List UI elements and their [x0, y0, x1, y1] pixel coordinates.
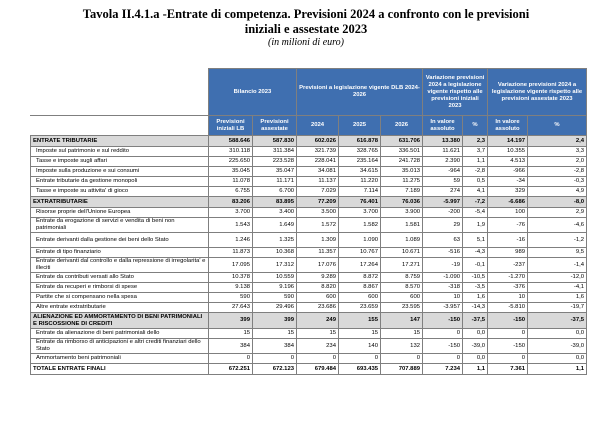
row-label: Risorse proprie dell'Unione Europea — [31, 208, 209, 218]
row-value: -34 — [488, 177, 528, 187]
row-value: 15 — [381, 329, 423, 339]
header-2024: 2024 — [297, 116, 339, 136]
table-row-total — [31, 313, 587, 329]
row-label: ENTRATE TRIBUTARIE — [31, 136, 209, 147]
row-value: 17.264 — [339, 258, 381, 273]
row-value: 0 — [253, 354, 297, 364]
row-value: 234 — [297, 339, 339, 354]
row-value: 672.251 — [209, 364, 253, 375]
table-row — [31, 233, 587, 248]
row-value: 7.189 — [381, 187, 423, 197]
row-value: 600 — [381, 293, 423, 303]
row-value: -150 — [488, 339, 528, 354]
header-pct-iniziali: % — [463, 116, 488, 136]
row-value: -4,3 — [463, 248, 488, 258]
row-value: -39,0 — [463, 339, 488, 354]
row-value: 17.095 — [209, 258, 253, 273]
table-row — [31, 258, 587, 273]
row-value: 310.118 — [209, 147, 253, 157]
row-value: -12,0 — [528, 273, 587, 283]
row-value: 0,5 — [463, 177, 488, 187]
row-label: ALIENAZIONE ED AMMORTAMENTO DI BENI PATRIMONIALI E RISCOSSIONE DI CREDITI — [31, 313, 209, 329]
row-value: -5,4 — [463, 208, 488, 218]
table-row — [31, 177, 587, 187]
row-value: -150 — [423, 339, 463, 354]
row-value: 17.271 — [381, 258, 423, 273]
row-label: Entrate derivanti dalla gestione dei beni dello Stato — [31, 233, 209, 248]
table-row — [31, 157, 587, 167]
row-value: 1.572 — [297, 218, 339, 233]
table-row-total — [31, 136, 587, 147]
row-value: 7.029 — [297, 187, 339, 197]
row-value: 1.246 — [209, 233, 253, 248]
row-value: 10.671 — [381, 248, 423, 258]
row-value: 631.706 — [381, 136, 423, 147]
row-value: -39,0 — [528, 339, 587, 354]
row-value: -2,8 — [528, 167, 587, 177]
row-value: -10,5 — [463, 273, 488, 283]
table-row — [31, 248, 587, 258]
row-label: TOTALE ENTRATE FINALI — [31, 364, 209, 375]
row-value: 100 — [488, 208, 528, 218]
row-value: -150 — [423, 313, 463, 329]
row-value: 63 — [423, 233, 463, 248]
row-value: 228.041 — [297, 157, 339, 167]
row-value: 3.500 — [297, 208, 339, 218]
row-value: 0 — [488, 329, 528, 339]
row-value: 1,1 — [528, 364, 587, 375]
table-row — [31, 329, 587, 339]
row-value: 83.895 — [253, 197, 297, 208]
row-value: 10.767 — [339, 248, 381, 258]
row-value: 2,3 — [463, 136, 488, 147]
header-valore-assoluto-assestate: In valore assoluto — [488, 116, 528, 136]
row-value: 3,7 — [463, 147, 488, 157]
row-value: 590 — [253, 293, 297, 303]
title-line-2: iniziali e assestate 2023 — [244, 22, 368, 36]
row-value: 11.621 — [423, 147, 463, 157]
row-value: 4.513 — [488, 157, 528, 167]
row-value: 241.728 — [381, 157, 423, 167]
row-value: 0 — [423, 354, 463, 364]
row-value: 35.013 — [381, 167, 423, 177]
row-value: -19,7 — [528, 303, 587, 313]
row-value: 17.312 — [253, 258, 297, 273]
row-label: Tasse e imposte su attivita' di gioco — [31, 187, 209, 197]
table-row — [31, 218, 587, 233]
row-label: Entrate da alienazione di beni patrimoniali dello — [31, 329, 209, 339]
row-value: -966 — [488, 167, 528, 177]
row-value: 329 — [488, 187, 528, 197]
row-value: 29 — [423, 218, 463, 233]
row-value: 59 — [423, 177, 463, 187]
row-value: 1,9 — [463, 218, 488, 233]
table-row — [31, 187, 587, 197]
row-value: 8.867 — [339, 283, 381, 293]
table-row — [31, 273, 587, 283]
row-value: 11.137 — [297, 177, 339, 187]
row-value: 1.309 — [297, 233, 339, 248]
row-value: 399 — [253, 313, 297, 329]
row-value: 23.686 — [297, 303, 339, 313]
title-line-1: Tavola II.4.1.a -Entrate di competenza. Previsioni 2024 a confronto con le previsioni — [82, 7, 530, 21]
row-value: -1,2 — [528, 233, 587, 248]
row-value: 384 — [253, 339, 297, 354]
table-row-total — [31, 197, 587, 208]
row-value: 616.878 — [339, 136, 381, 147]
row-value: 10 — [488, 293, 528, 303]
row-value: 0 — [423, 329, 463, 339]
row-value: -6.686 — [488, 197, 528, 208]
row-value: 2.390 — [423, 157, 463, 167]
table-row — [31, 208, 587, 218]
row-label: Entrate da contributi versati allo Stato — [31, 273, 209, 283]
row-value: 7.361 — [488, 364, 528, 375]
row-value: 590 — [209, 293, 253, 303]
row-label: Ammortamento beni patrimoniali — [31, 354, 209, 364]
row-value: -5.997 — [423, 197, 463, 208]
row-value: 9,5 — [528, 248, 587, 258]
row-label: Entrate di tipo finanziario — [31, 248, 209, 258]
row-value: 0,0 — [528, 354, 587, 364]
row-value: 10.355 — [488, 147, 528, 157]
row-value: -1.270 — [488, 273, 528, 283]
row-value: 76.401 — [339, 197, 381, 208]
table-row — [31, 167, 587, 177]
row-value: 602.026 — [297, 136, 339, 147]
row-value: 8.872 — [339, 273, 381, 283]
row-value: 9.196 — [253, 283, 297, 293]
row-value: -1,4 — [528, 258, 587, 273]
row-value: 35.047 — [253, 167, 297, 177]
row-value: 679.484 — [297, 364, 339, 375]
row-value: 6.755 — [209, 187, 253, 197]
row-value: 587.830 — [253, 136, 297, 147]
row-label: Altre entrate extratributarie — [31, 303, 209, 313]
row-value: 10.378 — [209, 273, 253, 283]
row-value: 2,9 — [528, 208, 587, 218]
row-value: 8.759 — [381, 273, 423, 283]
row-value: 10.559 — [253, 273, 297, 283]
row-value: 15 — [209, 329, 253, 339]
row-value: 27.643 — [209, 303, 253, 313]
header-previsioni-assestate: Previsioni assestate — [253, 116, 297, 136]
row-value: -76 — [488, 218, 528, 233]
row-value: 274 — [423, 187, 463, 197]
row-value: 1,6 — [528, 293, 587, 303]
header-pct-assestate: % — [528, 116, 587, 136]
row-value: 10.368 — [253, 248, 297, 258]
row-value: 1.325 — [253, 233, 297, 248]
table-row — [31, 147, 587, 157]
row-value: 6.700 — [253, 187, 297, 197]
row-value: 399 — [209, 313, 253, 329]
row-value: -516 — [423, 248, 463, 258]
row-value: 132 — [381, 339, 423, 354]
row-value: 1,1 — [463, 157, 488, 167]
revenue-table — [30, 68, 587, 375]
row-value: -2,8 — [463, 167, 488, 177]
row-value: -4,6 — [528, 218, 587, 233]
row-value: 0 — [209, 354, 253, 364]
row-value: 11.873 — [209, 248, 253, 258]
row-label: Imposte sulla produzione e sui consumi — [31, 167, 209, 177]
row-value: 321.739 — [297, 147, 339, 157]
row-value: -150 — [488, 313, 528, 329]
row-value: 235.164 — [339, 157, 381, 167]
row-value: 5,1 — [463, 233, 488, 248]
table-row — [31, 339, 587, 354]
row-label: Entrate da rimborso di anticipazioni e altri crediti finanziari dello Stato — [31, 339, 209, 354]
header-label-blank — [31, 116, 209, 136]
table-row-grand-total — [31, 364, 587, 375]
row-label: Entrate da erogazione di servizi e vendita di beni non patrimoniali — [31, 218, 209, 233]
row-value: 15 — [297, 329, 339, 339]
row-value: 11.171 — [253, 177, 297, 187]
header-previsioni-dlb: Previsioni a legislazione vigente DLB 2024-2026 — [297, 69, 423, 116]
row-value: 1.089 — [381, 233, 423, 248]
row-value: 140 — [339, 339, 381, 354]
row-value: -14,3 — [463, 303, 488, 313]
row-value: 15 — [253, 329, 297, 339]
row-value: 0 — [339, 354, 381, 364]
row-value: 0,0 — [463, 329, 488, 339]
row-value: 588.646 — [209, 136, 253, 147]
row-value: -4,1 — [528, 283, 587, 293]
row-value: 225.650 — [209, 157, 253, 167]
row-value: 600 — [297, 293, 339, 303]
table-body — [31, 136, 587, 375]
row-value: 34.081 — [297, 167, 339, 177]
row-value: 9.138 — [209, 283, 253, 293]
header-variazione-iniziali: Variazione previsioni 2024 a legislazione vigente rispetto alle previsioni iniziali 2023 — [423, 69, 488, 116]
row-value: 83.206 — [209, 197, 253, 208]
row-value: 9.289 — [297, 273, 339, 283]
row-value: -3,5 — [463, 283, 488, 293]
header-row-columns — [31, 116, 587, 136]
row-value: 17.076 — [297, 258, 339, 273]
row-value: 0,0 — [528, 329, 587, 339]
row-value: 989 — [488, 248, 528, 258]
row-label: Partite che si compensano nella spesa — [31, 293, 209, 303]
row-value: 0,0 — [463, 354, 488, 364]
row-value: 29.496 — [253, 303, 297, 313]
row-value: 249 — [297, 313, 339, 329]
row-value: -376 — [488, 283, 528, 293]
header-2026: 2026 — [381, 116, 423, 136]
row-value: 2,4 — [528, 136, 587, 147]
row-value: -16 — [488, 233, 528, 248]
row-label: Tasse e imposte sugli affari — [31, 157, 209, 167]
header-valore-assoluto-iniziali: In valore assoluto — [423, 116, 463, 136]
row-label: Entrate derivanti dal controllo e dalla repressione di irregolarita' e illeciti — [31, 258, 209, 273]
row-value: 223.528 — [253, 157, 297, 167]
row-value: 23.595 — [381, 303, 423, 313]
header-variazione-assestate: Variazione previsioni 2024 a legislazione vigente rispetto alle previsioni assestate 2023 — [488, 69, 587, 116]
row-value: 1.649 — [253, 218, 297, 233]
row-value: 8.820 — [297, 283, 339, 293]
row-value: 311.384 — [253, 147, 297, 157]
row-value: 10 — [423, 293, 463, 303]
row-value: 707.889 — [381, 364, 423, 375]
row-value: 693.435 — [339, 364, 381, 375]
row-value: 7.114 — [339, 187, 381, 197]
row-value: 147 — [381, 313, 423, 329]
row-value: 155 — [339, 313, 381, 329]
header-bilancio-2023: Bilancio 2023 — [209, 69, 297, 116]
row-value: 1.543 — [209, 218, 253, 233]
row-value: 2,0 — [528, 157, 587, 167]
row-value: -0,3 — [528, 177, 587, 187]
row-value: -237 — [488, 258, 528, 273]
row-value: 3,3 — [528, 147, 587, 157]
row-value: -7,2 — [463, 197, 488, 208]
row-value: 3.700 — [209, 208, 253, 218]
row-value: -19 — [423, 258, 463, 273]
row-value: -5.810 — [488, 303, 528, 313]
row-label: EXTRATRIBUTARIE — [31, 197, 209, 208]
table-title — [0, 0, 612, 37]
row-value: 1.581 — [381, 218, 423, 233]
header-row-group — [31, 69, 587, 116]
row-value: 23.659 — [339, 303, 381, 313]
table-row — [31, 354, 587, 364]
row-value: -318 — [423, 283, 463, 293]
row-value: 336.501 — [381, 147, 423, 157]
row-value: 0 — [488, 354, 528, 364]
row-value: 0 — [297, 354, 339, 364]
header-2025: 2025 — [339, 116, 381, 136]
row-value: 600 — [339, 293, 381, 303]
row-value: -1.090 — [423, 273, 463, 283]
table-row — [31, 303, 587, 313]
row-value: 35.045 — [209, 167, 253, 177]
table-row — [31, 283, 587, 293]
row-value: 672.123 — [253, 364, 297, 375]
header-previsioni-iniziali: Previsioni iniziali LB — [209, 116, 253, 136]
row-value: 3.700 — [339, 208, 381, 218]
row-value: -200 — [423, 208, 463, 218]
row-value: 328.765 — [339, 147, 381, 157]
row-label: Imposte sul patrimonio e sul reddito — [31, 147, 209, 157]
row-value: 77.209 — [297, 197, 339, 208]
row-value: 15 — [339, 329, 381, 339]
row-value: -37,5 — [463, 313, 488, 329]
row-value: -0,1 — [463, 258, 488, 273]
row-value: 1.582 — [339, 218, 381, 233]
row-value: 4,1 — [463, 187, 488, 197]
header-corner — [31, 69, 209, 116]
row-value: 1,1 — [463, 364, 488, 375]
row-value: 1.090 — [339, 233, 381, 248]
row-value: -37,5 — [528, 313, 587, 329]
row-value: 11.275 — [381, 177, 423, 187]
row-value: -3.957 — [423, 303, 463, 313]
row-value: 0 — [381, 354, 423, 364]
row-label: Entrate tributarie da gestione monopoli — [31, 177, 209, 187]
row-value: 13.380 — [423, 136, 463, 147]
row-value: 11.220 — [339, 177, 381, 187]
row-value: 4,9 — [528, 187, 587, 197]
row-value: 384 — [209, 339, 253, 354]
row-value: -8,0 — [528, 197, 587, 208]
table-row — [31, 293, 587, 303]
row-value: 11.357 — [297, 248, 339, 258]
row-value: 34.615 — [339, 167, 381, 177]
row-value: -964 — [423, 167, 463, 177]
row-value: 7.234 — [423, 364, 463, 375]
table-subtitle: (in milioni di euro) — [267, 37, 344, 48]
row-value: 8.570 — [381, 283, 423, 293]
row-value: 11.078 — [209, 177, 253, 187]
row-value: 76.036 — [381, 197, 423, 208]
row-value: 3.900 — [381, 208, 423, 218]
row-value: 14.197 — [488, 136, 528, 147]
row-label: Entrate da recuperi e rimborsi di spese — [31, 283, 209, 293]
row-value: 1,6 — [463, 293, 488, 303]
row-value: 3.400 — [253, 208, 297, 218]
